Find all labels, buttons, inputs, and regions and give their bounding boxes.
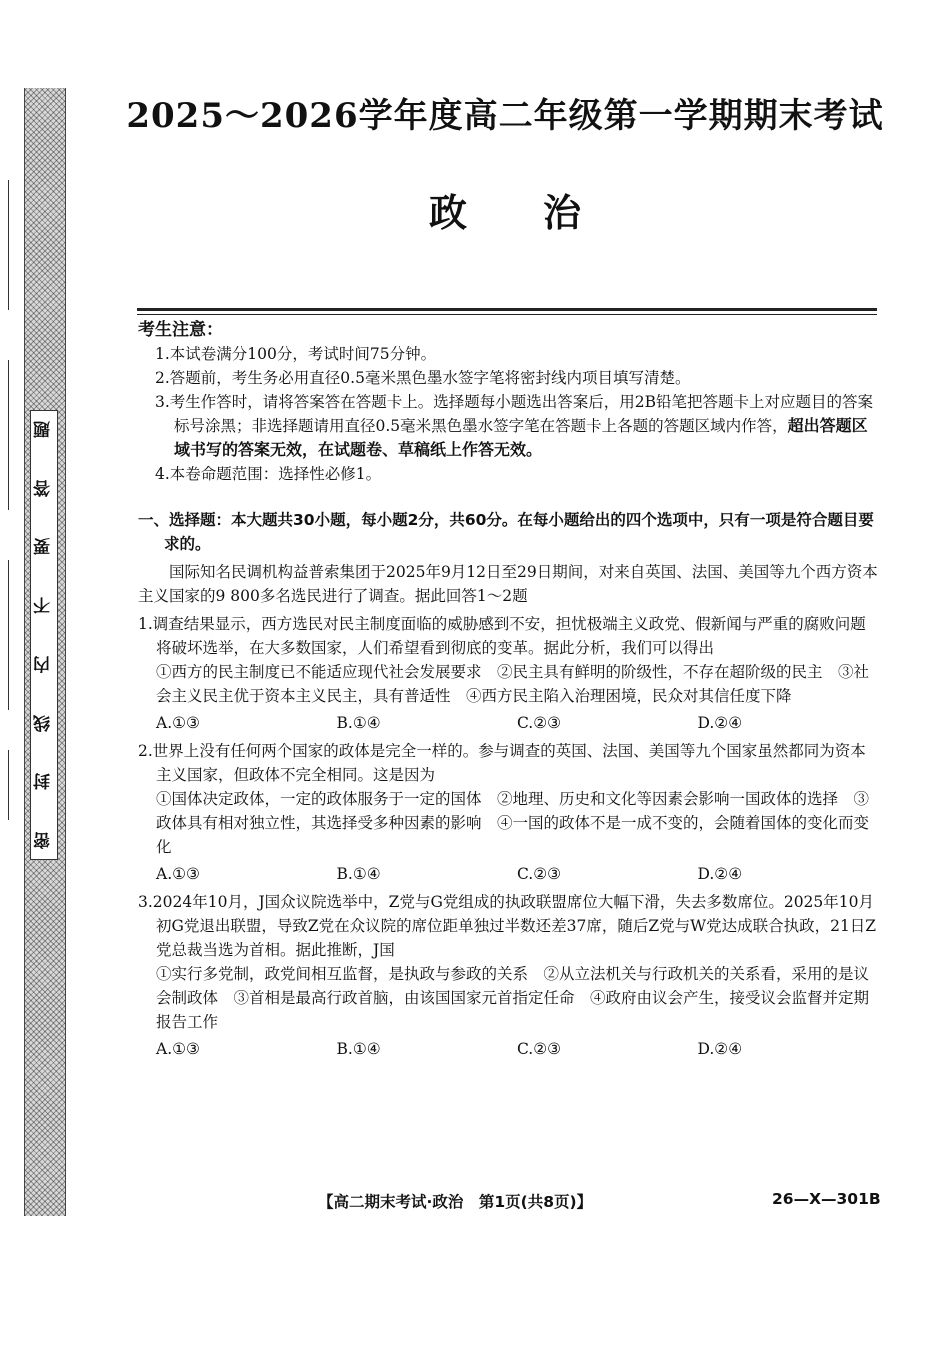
option: C.②③ (517, 865, 562, 883)
binding-label-box (30, 410, 58, 860)
binding-char: 不 (33, 597, 54, 615)
option: C.②③ (517, 714, 562, 732)
notice-item-text: 3.考生作答时，请将答案答在答题卡上。选择题每小题选出答案后，用2B铅笔把答题卡上对应题目的答案标号涂黑；非选择题请用直径0.5毫米黑色墨水签字笔在答题卡上各题的答题区域内作答， (155, 393, 874, 435)
question-options (138, 862, 878, 886)
question-statements: ①国体决定政体，一定的政体服务于一定的国体 ②地理、历史和文化等因素会影响一国政体的选择 ③政体具有相对独立性，其选择受多种因素的影响 ④一国的政体不是一成不变的，会随着国体的变化而变化 (156, 790, 870, 856)
option: B.①④ (336, 714, 381, 732)
notice-item (138, 390, 878, 462)
question-stem: 2.世界上没有任何两个国家的政体是完全一样的。参与调查的英国、法国、美国等九个国家虽然都同为资本主义国家，但政体不完全相同。这是因为 (138, 742, 866, 784)
header-rule-thin (137, 314, 877, 315)
question-statements: ①实行多党制，政党间相互监督，是执政与参政的关系 ②从立法机关与行政机关的关系看，采用的是议会制政体 ③首相是最高行政首脑，由该国国家元首指定任命 ④政府由议会产生，接受议会监督并定期报告工作 (156, 965, 870, 1031)
binding-char: 线 (33, 714, 54, 732)
binding-char: 题 (33, 421, 54, 438)
option: C.②③ (517, 1040, 562, 1058)
notice-heading: 考生注意： (138, 320, 223, 340)
info-fill-line (8, 750, 9, 820)
question-options (138, 711, 878, 735)
binding-char: 内 (33, 655, 54, 673)
option: D.②④ (697, 714, 743, 732)
binding-char: 要 (33, 538, 54, 556)
option: A.①③ (156, 1040, 200, 1058)
notice-bold-warning: 超出答题区域书写的答案无效，在试题卷、草稿纸上作答无效。 (174, 416, 868, 459)
notice-item: 1.本试卷满分100分，考试时间75分钟。 (155, 345, 437, 363)
page-footer: 【高二期末考试·政治 第1页(共8页)】 (318, 1193, 593, 1211)
info-fill-line (8, 360, 9, 510)
notice-item: 2.答题前，考生务必用直径0.5毫米黑色墨水签字笔将密封线内项目填写清楚。 (155, 369, 691, 387)
option: A.①③ (156, 714, 200, 732)
header-rule (137, 308, 877, 311)
option: B.①④ (336, 1040, 381, 1058)
exam-title: 2025～2026学年度高二年级第一学期期末考试 (126, 96, 884, 136)
option: D.②④ (697, 1040, 743, 1058)
exam-code: 26—X—301B (772, 1190, 881, 1208)
subject-title: 政 治 (428, 191, 581, 235)
option: B.①④ (336, 865, 381, 883)
question-statements: ①西方的民主制度已不能适应现代社会发展要求 ②民主具有鲜明的阶级性，不存在超阶级的民主 ③社会主义民主优于资本主义民主，具有普适性 ④西方民主陷入治理困境，民众对其信任度下降 (156, 663, 870, 705)
notice-item: 4.本卷命题范围：选择性必修1。 (155, 465, 382, 483)
option: D.②④ (697, 865, 743, 883)
section-heading: 一、选择题：本大题共30小题，每小题2分，共60分。在每小题给出的四个选项中，只有一项是符合题目要求的。 (138, 511, 874, 553)
binding-char: 封 (33, 773, 54, 791)
material-intro: 国际知名民调机构益普索集团于2025年9月12日至29日期间，对来自英国、法国、美国等九个西方资本主义国家的9 800多名选民进行了调查。据此回答1～2题 (138, 563, 878, 605)
option: A.①③ (156, 865, 200, 883)
binding-char: 密 (33, 831, 54, 849)
exam-content (138, 318, 878, 1061)
question-stem: 1.调查结果显示，西方选民对民主制度面临的威胁感到不安，担忧极端主义政党、假新闻与严重的腐败问题将破坏选举，在大多数国家，人们希望看到彻底的变革。据此分析，我们可以得出 (138, 615, 866, 657)
question-stem: 3.2024年10月，J国众议院选举中，Z党与G党组成的执政联盟席位大幅下滑，失去多数席位。2025年10月初G党退出联盟，导致Z党在众议院的席位距单独过半数还差37席，随后Z党与W党达成联合执政，21日Z党总裁当选为首相。据此推断，J国 (138, 893, 877, 959)
info-fill-line (8, 560, 9, 710)
binding-char: 答 (33, 479, 54, 497)
student-info-column (0, 180, 20, 820)
question-options (138, 1037, 878, 1061)
